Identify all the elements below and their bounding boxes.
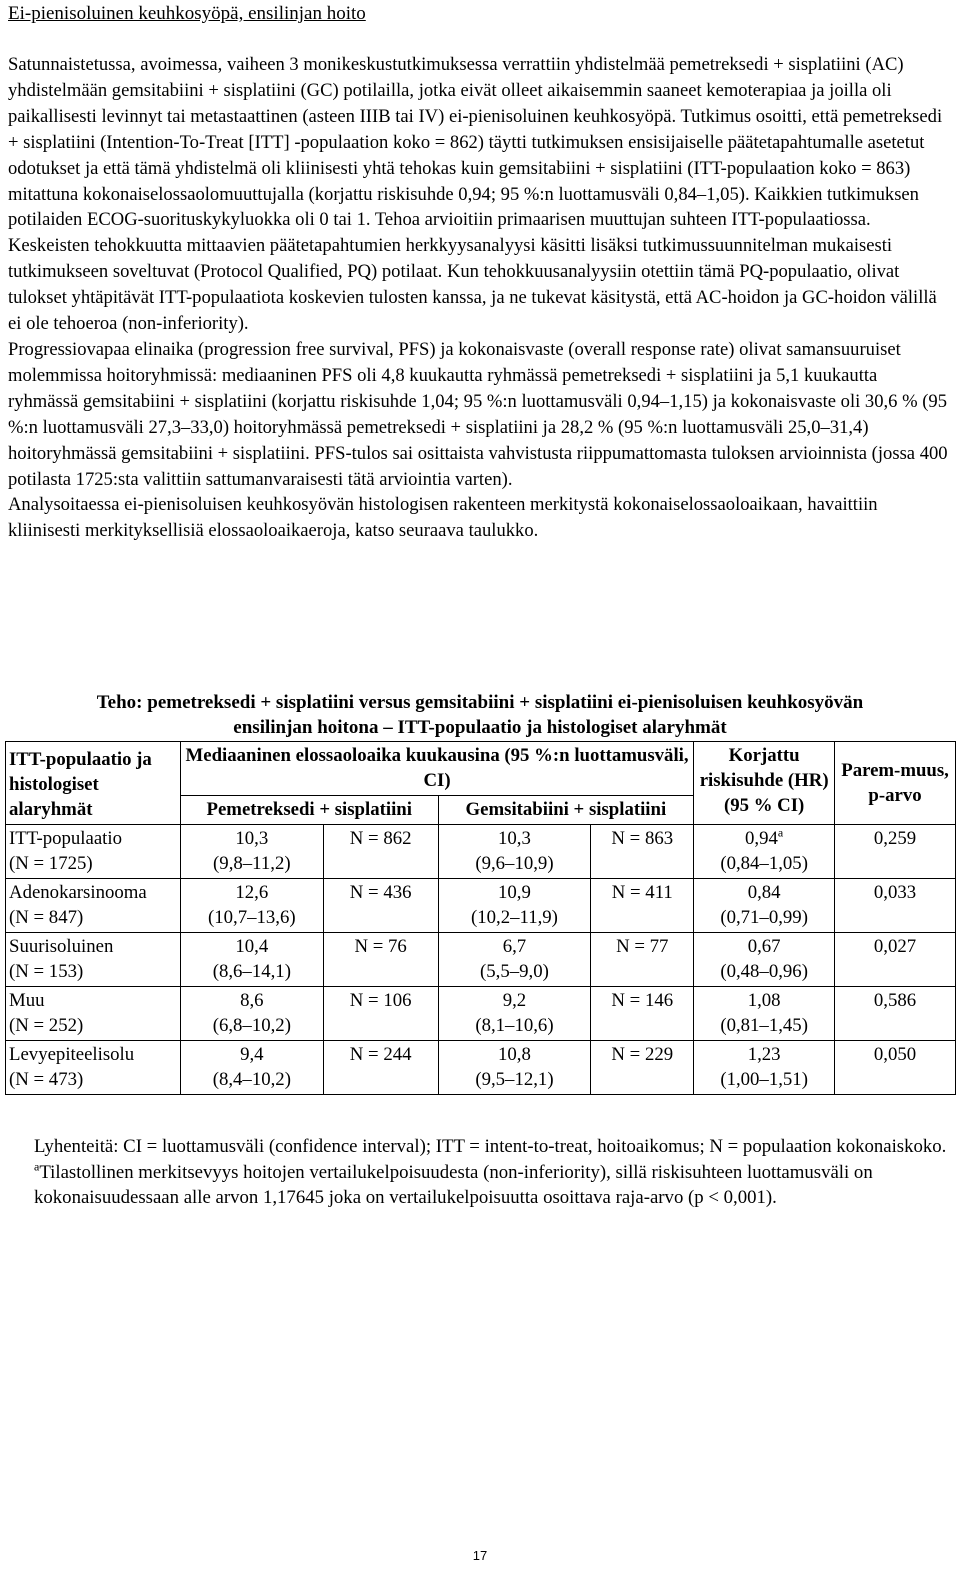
- cell-ac-n: N = 244: [323, 1041, 438, 1095]
- group-n: (N = 1725): [9, 853, 93, 874]
- gc-median: 6,7: [502, 936, 527, 957]
- group-n: (N = 252): [9, 1015, 84, 1036]
- header-hazard-ratio: Korjattu riskisuhde (HR) (95 % CI): [694, 742, 835, 825]
- hr-value: 1,08: [747, 990, 781, 1011]
- table-row: [6, 879, 956, 933]
- cell-ac-n: N = 436: [323, 879, 438, 933]
- ac-ci: (6,8–10,2): [212, 1015, 291, 1036]
- paragraph-pfs: Progressiovapaa elinaika (progression free survival, PFS) ja kokonaisvaste (overall response rate) olivat samansuuruiset molemmissa hoitoryhmissä: mediaaninen PFS oli 4,8 kuukautta ryhmässä pemetreksedi + sisplatiini ja 5,1 kuukautta ryhmässä gemsitabiini + sisplatiini (korjattu riskisuhde 1,04; 95 %:n luottamusväli 0,94–1,15) ja kokonaisvaste oli 30,6 % (95 %:n luottamusväli 27,3–33,0) hoitoryhmässä pemetreksedi + sisplatiini ja 28,2 % (95 %:n luottamusväli 25,0–31,4) hoitoryhmässä gemsitabiini + sisplatiini. PFS-tulos sai osittaista vahvistusta riippumattomasta tuloksen arvioinnista (jossa 400 potilasta 1725:sta valittiin sattumanvaraisesti tätä arviointia varten).: [8, 338, 948, 490]
- ac-median: 10,3: [235, 828, 269, 849]
- section-heading: Ei-pienisoluinen keuhkosyöpä, ensilinjan hoito: [8, 3, 366, 24]
- page-number: 17: [472, 1548, 488, 1563]
- cell-gc-n: N = 146: [591, 987, 694, 1041]
- ac-median: 10,4: [235, 936, 269, 957]
- cell-p-value: 0,033: [835, 879, 956, 933]
- cell-ac-n: N = 106: [323, 987, 438, 1041]
- gc-ci: (5,5–9,0): [480, 961, 549, 982]
- cell-p-value: 0,027: [835, 933, 956, 987]
- ac-ci: (10,7–13,6): [208, 907, 296, 928]
- ac-median: 12,6: [235, 882, 269, 903]
- group-label: Adenokarsinooma: [9, 882, 147, 903]
- cell-p-value: 0,050: [835, 1041, 956, 1095]
- ac-ci: (8,6–14,1): [212, 961, 291, 982]
- cell-hr: [694, 933, 835, 987]
- header-group: ITT-populaatio ja histologiset alaryhmät: [6, 742, 181, 825]
- gc-median: 10,9: [498, 882, 531, 903]
- cell-gc-n: N = 863: [591, 825, 694, 879]
- cell-hr: [694, 1041, 835, 1095]
- gc-ci: (9,6–10,9): [475, 853, 554, 874]
- header-arm-pemetrexed: Pemetreksedi + sisplatiini: [180, 796, 438, 825]
- hr-value: 0,94: [745, 828, 778, 849]
- body-text: [8, 52, 952, 544]
- hr-ci: (0,84–1,05): [720, 853, 808, 874]
- table-row: [6, 933, 956, 987]
- ac-ci: (8,4–10,2): [212, 1069, 291, 1090]
- efficacy-table: [5, 741, 956, 1095]
- ac-ci: (9,8–11,2): [213, 853, 291, 874]
- hr-ci: (1,00–1,51): [720, 1069, 808, 1090]
- hr-value: 0,84: [747, 882, 781, 903]
- cell-gc-median: [438, 987, 591, 1041]
- gc-median: 10,3: [498, 828, 531, 849]
- cell-group: [6, 933, 181, 987]
- group-n: (N = 847): [9, 907, 84, 928]
- hr-value: 1,23: [747, 1044, 781, 1065]
- footnote-a: [34, 1160, 954, 1211]
- footnote-abbreviations: Lyhenteitä: CI = luottamusväli (confidence interval); ITT = intent-to-treat, hoitoaikomus; N = populaation kokonaiskoko.: [34, 1136, 947, 1157]
- cell-p-value: 0,259: [835, 825, 956, 879]
- table-title-line-1: Teho: pemetreksedi + sisplatiini versus gemsitabiini + sisplatiini ei-pienisoluisen keuhkosyövän: [96, 692, 864, 713]
- hr-ci: (0,81–1,45): [720, 1015, 808, 1036]
- cell-ac-median: [180, 1041, 323, 1095]
- cell-gc-median: [438, 933, 591, 987]
- table-title: [8, 690, 952, 740]
- gc-ci: (10,2–11,9): [470, 907, 558, 928]
- table-row: [6, 987, 956, 1041]
- cell-hr: [694, 987, 835, 1041]
- ac-median: 8,6: [240, 990, 264, 1011]
- cell-p-value: 0,586: [835, 987, 956, 1041]
- cell-ac-median: [180, 987, 323, 1041]
- cell-group: [6, 987, 181, 1041]
- footnote-marker: a: [34, 1159, 40, 1174]
- group-n: (N = 473): [9, 1069, 84, 1090]
- ac-median: 9,4: [240, 1044, 264, 1065]
- table-row: [6, 1041, 956, 1095]
- cell-ac-n: N = 76: [323, 933, 438, 987]
- group-label: Levyepiteelisolu: [9, 1044, 135, 1065]
- header-median-survival: Mediaaninen elossaoloaika kuukausina (95 %:n luottamusväli, CI): [180, 742, 693, 796]
- cell-ac-n: N = 862: [323, 825, 438, 879]
- table-header-row-1: [6, 742, 956, 796]
- hr-ci: (0,71–0,99): [720, 907, 808, 928]
- group-label: Suurisoluinen: [9, 936, 114, 957]
- table-title-line-2: ensilinjan hoitona – ITT-populaatio ja histologiset alaryhmät: [233, 717, 727, 738]
- gc-median: 10,8: [498, 1044, 531, 1065]
- paragraph-study-design: Satunnaistetussa, avoimessa, vaiheen 3 monikeskustutkimuksessa verrattiin yhdistelmää pemetreksedi + sisplatiini (AC) yhdistelmään gemsitabiini + sisplatiini (GC) potilailla, jotka eivät olleet aikaisemmin saaneet kemoterapiaa ja joilla oli paikallisesti levinnyt tai metastaattinen (asteen IIIB tai IV) ei-pienisoluinen keuhkosyöpä. Tutkimus osoitti, että pemetreksedi + sisplatiini (Intention-To-Treat [ITT] -populaation koko = 862) täytti tutkimuksen ensisijaiselle päätetapahtumalle asetetut odotukset ja että tämä yhdistelmä oli kliinisesti yhtä tehokas kuin gemsitabiini + sisplatiini (ITT-populaation koko = 863) mitattuna kokonaiselossaolomuuttujalla (korjattu riskisuhde 0,94; 95 %:n luottamusväli 0,84–1,05). Kaikkien tutkimuksen potilaiden ECOG-suorituskykyluokka oli 0 tai 1. Tehoa arvioitiin primaarisen muuttujan suhteen ITT-populaatiossa. Keskeisten tehokkuutta mittaavien päätetapahtumien herkkyysanalyysi käsitti lisäksi tutkimussuunnitelman mukaisesti tutkimukseen soveltuvat (Protocol Qualified, PQ) potilaat. Kun tehokkuusanalyysiin otettiin tämä PQ-populaatio, olivat tulokset yhtäpitävät ITT-populaatiota koskevien tulosten kanssa, ja ne tukevat käsitystä, että AC-hoidon ja GC-hoidon välillä ei ole tehoeroa (non-inferiority).: [8, 54, 943, 335]
- cell-gc-n: N = 411: [591, 879, 694, 933]
- cell-gc-median: [438, 1041, 591, 1095]
- header-p-value: Parem-muus, p-arvo: [835, 742, 956, 825]
- group-label: ITT-populaatio: [9, 828, 123, 849]
- header-arm-gemcitabine: Gemsitabiini + sisplatiini: [438, 796, 694, 825]
- hr-ci: (0,48–0,96): [720, 961, 808, 982]
- cell-ac-median: [180, 933, 323, 987]
- gc-median: 9,2: [502, 990, 527, 1011]
- cell-group: [6, 1041, 181, 1095]
- paragraph-histology: Analysoitaessa ei-pienisoluisen keuhkosyövän histologisen rakenteen merkitystä kokonaiselossaoloaikaan, havaittiin kliinisesti merkityksellisiä elossaoloaikaeroja, katso seuraava taulukko.: [8, 494, 878, 542]
- cell-group: [6, 825, 181, 879]
- table-footnotes: [34, 1134, 954, 1211]
- cell-ac-median: [180, 879, 323, 933]
- group-label: Muu: [9, 990, 45, 1011]
- group-n: (N = 153): [9, 961, 84, 982]
- gc-ci: (9,5–12,1): [475, 1069, 554, 1090]
- gc-ci: (8,1–10,6): [475, 1015, 554, 1036]
- cell-ac-median: [180, 825, 323, 879]
- hr-footnote-marker: a: [777, 825, 784, 840]
- table-row: [6, 825, 956, 879]
- cell-gc-median: [438, 879, 591, 933]
- footnote-a-text: Tilastollinen merkitsevyys hoitojen vertailukelpoisuudesta (non-inferiority), sillä riskisuhteen luottamusväli on kokonaisuudessaan alle arvon 1,17645 joka on vertailukelpoisuutta osoittava raja-arvo (p < 0,001).: [34, 1161, 873, 1208]
- hr-value: 0,67: [747, 936, 781, 957]
- cell-gc-n: N = 229: [591, 1041, 694, 1095]
- cell-gc-median: [438, 825, 591, 879]
- cell-gc-n: N = 77: [591, 933, 694, 987]
- cell-group: [6, 879, 181, 933]
- cell-hr: [694, 879, 835, 933]
- cell-hr: [694, 825, 835, 879]
